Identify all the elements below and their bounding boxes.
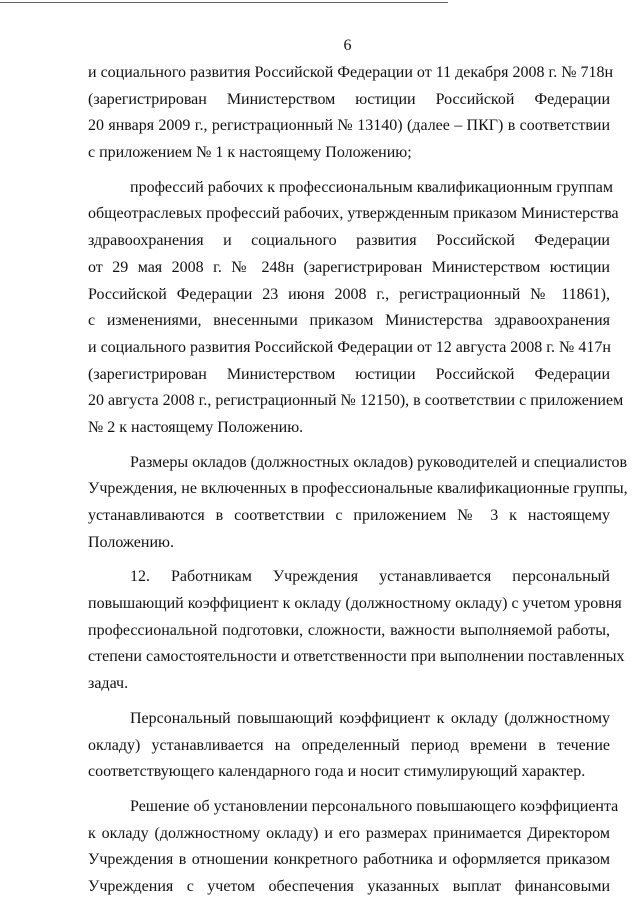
text-line: Решение об установлении персонального повышающего коэффициента <box>130 797 619 815</box>
text-line: и социального развития Российской Федерации от 11 декабря 2008 г. № 718н <box>88 64 614 81</box>
text-line: (зарегистрирован Министерством юстиции Российской Федерации <box>88 365 610 383</box>
text-line: Положению. <box>88 533 174 551</box>
text-line: с изменениями, внесенными приказом Министерства здравоохранения <box>88 312 610 330</box>
text-line: и социального развития Российской Федерации от 12 августа 2008 г. № 417н <box>88 338 611 356</box>
text-line: степени самостоятельности и ответственности при выполнении поставленных <box>88 648 625 666</box>
text-line: с приложением № 1 к настоящему Положению; <box>88 144 412 162</box>
paragraph-p1 <box>88 60 614 167</box>
text-line: к окладу (должностному окладу) и его размерах принимается Директором <box>88 824 610 842</box>
text-line: от 29 мая 2008 г. № 248н (зарегистрирован Министерством юстиции <box>88 258 610 276</box>
text-line: устанавливаются в соответствии с приложением № 3 к настоящему <box>88 507 610 524</box>
text-line: соответствующего календарного года и носит стимулирующий характер. <box>88 763 586 781</box>
text-line: Учреждения, не включенных в профессиональные квалификационные группы, <box>88 480 628 498</box>
text-line: Учреждения с учетом обеспечения указанных выплат финансовыми <box>88 877 610 895</box>
text-line: повышающий коэффициент к окладу (должностному окладу) с учетом уровня <box>88 595 622 613</box>
paragraph-p5 <box>88 706 610 786</box>
paragraph-p6 <box>88 794 619 901</box>
text-line: профессиональной подготовки, сложности, важности выполняемой работы, <box>88 621 610 639</box>
text-line: 20 августа 2008 г., регистрационный № 12150), в соответствии с приложением <box>88 392 624 410</box>
text-line: Учреждения в отношении конкретного работника и оформляется приказом <box>88 851 610 869</box>
text-line: Российской Федерации 23 июня 2008 г., регистрационный № 11861), <box>88 285 610 303</box>
text-line: 20 января 2009 г., регистрационный № 13140) (далее – ПКГ) в соответствии <box>88 117 610 135</box>
text-line: окладу) устанавливается на определенный период времени в течение <box>88 736 610 754</box>
page-number: 6 <box>343 37 352 54</box>
paragraph-p4 <box>88 564 625 697</box>
scan-top-rule <box>0 2 448 3</box>
paragraph-gap <box>88 556 610 564</box>
document-body <box>88 60 628 901</box>
text-line: (зарегистрирован Министерством юстиции Российской Федерации <box>88 90 610 108</box>
text-line: общеотраслевых профессий рабочих, утвержденным приказом Министерства <box>88 205 619 223</box>
text-line: профессий рабочих к профессиональным квалификационным группам <box>130 178 613 196</box>
paragraph-gap <box>88 442 610 450</box>
paragraph-gap <box>88 786 610 794</box>
paragraph-p3 <box>88 450 628 557</box>
text-line: задач. <box>88 675 129 693</box>
text-line: 12. Работникам Учреждения устанавливается персональный <box>130 568 610 586</box>
text-line: Размеры окладов (должностных окладов) руководителей и специалистов <box>130 453 628 471</box>
text-line: здравоохранения и социального развития Российской Федерации <box>88 232 610 250</box>
text-line: Персональный повышающий коэффициент к окладу (должностному <box>130 709 610 727</box>
paragraph-gap <box>88 698 610 706</box>
paragraph-gap <box>88 167 610 175</box>
text-line: № 2 к настоящему Положению. <box>88 418 304 436</box>
paragraph-p2 <box>88 175 624 442</box>
